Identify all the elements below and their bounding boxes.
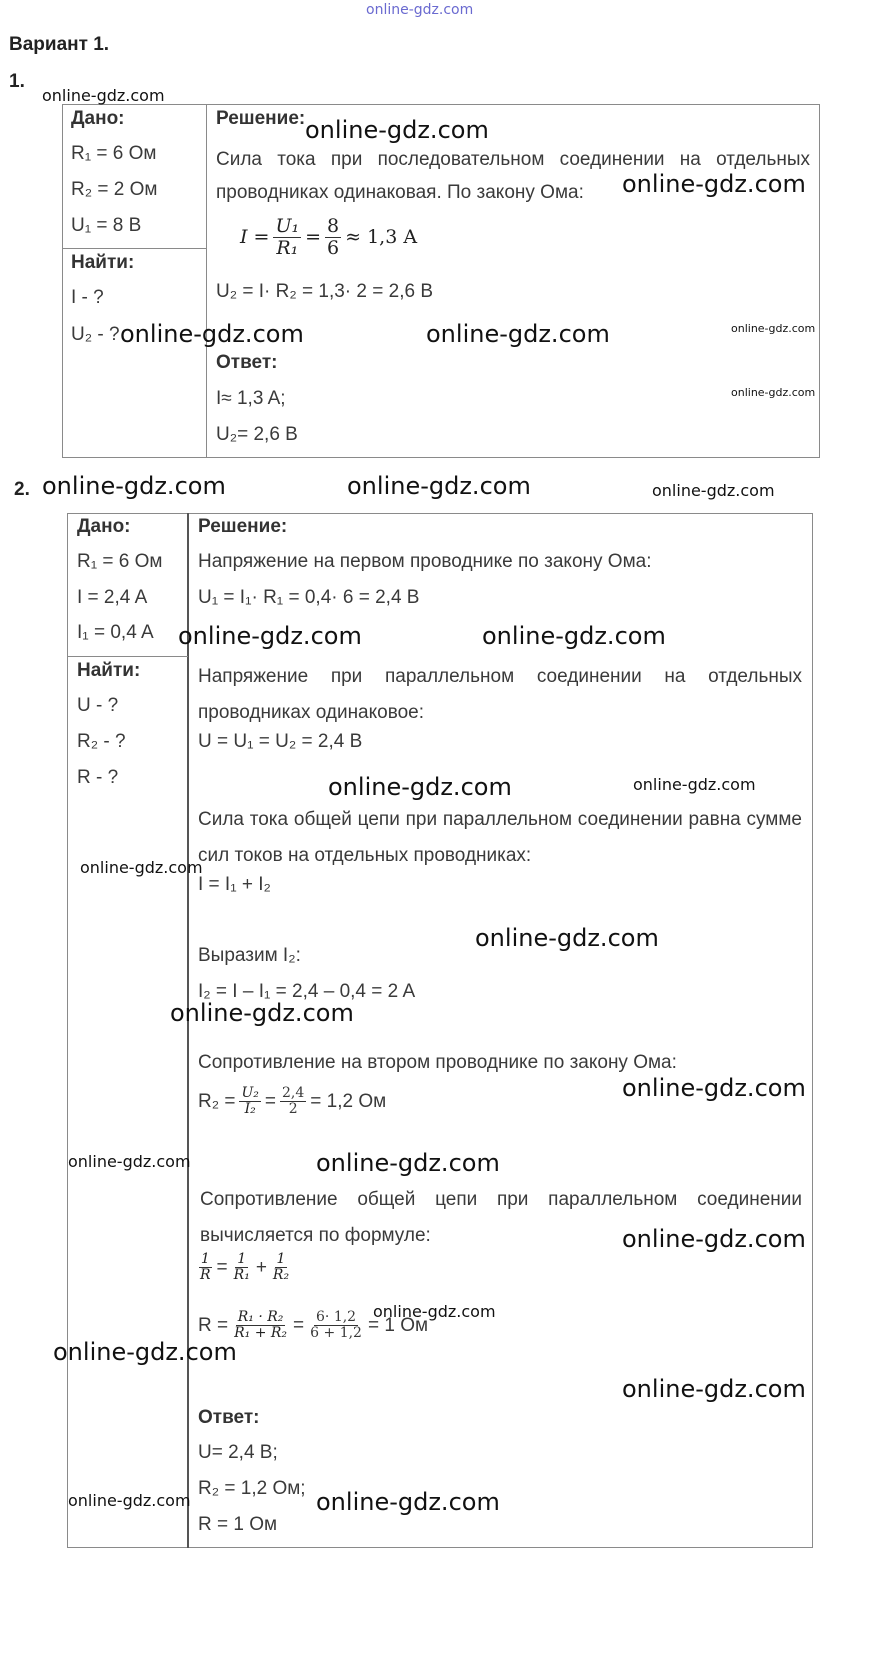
watermark: online-gdz.com — [622, 1375, 806, 1403]
watermark: online-gdz.com — [373, 1302, 496, 1321]
formula-lhs: R = — [198, 1314, 229, 1336]
answer-label: Ответ: — [216, 352, 278, 373]
fraction-denominator: R₁ — [276, 236, 299, 259]
answer-label: Ответ: — [198, 1407, 260, 1428]
answer-r2: R₂ = 1,2 Ом; — [198, 1478, 306, 1499]
table-2-top-border — [67, 513, 813, 514]
fraction-r1r2-over-sum — [232, 1310, 289, 1342]
dano-label: Дано: — [71, 108, 125, 129]
find-r: R - ? — [77, 767, 119, 788]
watermark: online-gdz.com — [622, 1225, 806, 1253]
fraction-denominator: 6 + 1,2 — [310, 1325, 362, 1342]
given-u1: U₁ = 8 В — [71, 215, 142, 236]
solution-step-3: Сила тока общей цепи при параллельном соединении равна сумме сил токов на отдельных проводниках: — [198, 809, 802, 866]
table-2-divider — [187, 513, 189, 1548]
fraction-1-over-r2 — [271, 1252, 291, 1284]
table-1-divider — [206, 104, 207, 458]
formula-lhs: I = — [240, 226, 270, 249]
table-1-left-border — [62, 104, 63, 458]
solution-step-4-eq: I₂ = I – I₁ = 2,4 – 0,4 = 2 A — [198, 981, 416, 1002]
table-1-right-border — [819, 104, 820, 458]
dano-label: Дано: — [77, 516, 131, 537]
watermark: online-gdz.com — [42, 472, 226, 500]
formula-rhs: = 1 Ом — [367, 1314, 429, 1336]
table-1-bottom-border — [62, 457, 820, 458]
watermark: online-gdz.com — [316, 1488, 500, 1516]
fraction-numerator: 2,4 — [282, 1085, 305, 1101]
formula-lhs: R₂ = — [198, 1090, 236, 1112]
watermark: online-gdz.com — [80, 858, 203, 877]
problem-2-number: 2. — [14, 479, 30, 500]
fraction-denominator: R — [200, 1267, 211, 1284]
find-u: U - ? — [77, 695, 119, 716]
fraction-numerator: 8 — [327, 215, 340, 237]
find-label: Найти: — [71, 252, 135, 273]
watermark: online-gdz.com — [633, 775, 756, 794]
formula-equals: = — [216, 1256, 228, 1278]
r2-formula — [198, 1086, 386, 1118]
watermark: online-gdz.com — [482, 622, 666, 650]
problem-1-number: 1. — [9, 71, 25, 92]
solution-u2-line: U₂ = I· R₂ = 1,3· 2 = 2,6 В — [216, 281, 433, 302]
watermark: online-gdz.com — [328, 773, 512, 801]
watermark: online-gdz.com — [731, 386, 816, 399]
watermark: online-gdz.com — [316, 1149, 500, 1177]
fraction-1-over-r — [198, 1252, 213, 1284]
fraction-numerator: U₂ — [241, 1085, 259, 1101]
formula-rhs: = 1,2 Ом — [310, 1090, 387, 1112]
table-2-left-border — [67, 513, 68, 1548]
watermark: online-gdz.com — [120, 320, 304, 348]
fraction-denominator: R₂ — [272, 1267, 290, 1284]
solution-step-1: Напряжение на первом проводнике по закону Ома: — [198, 551, 652, 572]
table-2-right-border — [812, 513, 813, 1548]
given-r2: R₂ = 2 Ом — [71, 179, 158, 200]
table-2-given-divider — [67, 656, 188, 657]
watermark: online-gdz.com — [731, 322, 816, 335]
watermark: online-gdz.com — [42, 86, 165, 105]
find-label: Найти: — [77, 660, 141, 681]
fraction-8-6 — [325, 216, 341, 259]
watermark: online-gdz.com — [426, 320, 610, 348]
fraction-numerator: 6· 1,2 — [316, 1309, 357, 1325]
watermark: online-gdz.com — [170, 999, 354, 1027]
watermark: online-gdz.com — [305, 116, 489, 144]
fraction-denominator: R₁ — [233, 1267, 250, 1284]
solution-label: Решение: — [198, 516, 288, 537]
table-2-bottom-border — [67, 1547, 813, 1548]
formula-plus: + — [255, 1256, 267, 1278]
watermark: online-gdz.com — [347, 472, 531, 500]
table-1-top-border — [62, 104, 820, 105]
page-title: Вариант 1. — [9, 34, 110, 55]
solution-step-3-eq: I = I₁ + I₂ — [198, 874, 271, 895]
solution-step-2-eq: U = U₁ = U₂ = 2,4 В — [198, 731, 363, 752]
find-i: I - ? — [71, 287, 104, 308]
given-r1: R₁ = 6 Ом — [77, 551, 163, 572]
answer-i: I≈ 1,3 A; — [216, 388, 286, 409]
fraction-numerator: R₁ · R₂ — [237, 1309, 284, 1325]
watermark: online-gdz.com — [68, 1491, 191, 1510]
find-r2: R₂ - ? — [77, 731, 126, 752]
formula-equals: = — [264, 1090, 277, 1112]
fraction-u2-i2 — [239, 1086, 260, 1118]
answer-u: U= 2,4 В; — [198, 1442, 278, 1463]
answer-r: R = 1 Ом — [198, 1514, 278, 1535]
solution-text-1: Сила тока при последовательном соединении на отдельных проводниках одинаковая. По закону Ома: — [216, 149, 810, 203]
watermark: online-gdz.com — [652, 481, 775, 500]
fraction-2-4-over-2 — [280, 1086, 306, 1118]
fraction-numeric — [308, 1310, 364, 1342]
solution-step-1-eq: U₁ = I₁· R₁ = 0,4· 6 = 2,4 В — [198, 587, 420, 608]
fraction-denominator: I₂ — [244, 1101, 256, 1118]
formula-rhs: ≈ 1,3 A — [345, 226, 418, 249]
ohm-formula-1 — [240, 216, 417, 259]
fraction-numerator: 1 — [200, 1251, 210, 1267]
watermark: online-gdz.com — [68, 1152, 191, 1171]
watermark: online-gdz.com — [475, 924, 659, 952]
table-1-given-divider — [62, 248, 207, 249]
fraction-u1-r1 — [273, 216, 301, 259]
solution-step-5: Сопротивление на втором проводнике по закону Ома: — [198, 1052, 677, 1073]
solution-step-2: Напряжение при параллельном соединении на отдельных проводниках одинаковое: — [198, 666, 802, 723]
fraction-numerator: 1 — [276, 1251, 286, 1267]
fraction-numerator: U₁ — [275, 215, 300, 237]
solution-label: Решение: — [216, 108, 306, 129]
fraction-denominator: 2 — [288, 1101, 298, 1118]
given-i1: I₁ = 0,4 A — [77, 622, 154, 643]
formula-equals: = — [293, 1314, 305, 1336]
given-r1: R₁ = 6 Ом — [71, 143, 157, 164]
top-watermark: online-gdz.com — [366, 2, 474, 18]
fraction-1-over-r1 — [232, 1252, 252, 1284]
parallel-resistance-formula — [198, 1252, 291, 1284]
watermark: online-gdz.com — [622, 1074, 806, 1102]
fraction-denominator: R₁ + R₂ — [234, 1325, 288, 1342]
watermark: online-gdz.com — [622, 170, 806, 198]
answer-u2: U₂= 2,6 В — [216, 424, 298, 445]
watermark: online-gdz.com — [53, 1338, 237, 1366]
fraction-numerator: 1 — [237, 1251, 247, 1267]
fraction-denominator: 6 — [327, 236, 340, 259]
formula-equals: = — [305, 226, 322, 249]
find-u2: U₂ - ? — [71, 324, 120, 345]
solution-step-6: Сопротивление общей цепи при параллельном соединении вычисляется по формуле: — [200, 1189, 802, 1246]
given-i: I = 2,4 A — [77, 587, 148, 608]
solution-step-4: Выразим I₂: — [198, 945, 301, 966]
watermark: online-gdz.com — [178, 622, 362, 650]
